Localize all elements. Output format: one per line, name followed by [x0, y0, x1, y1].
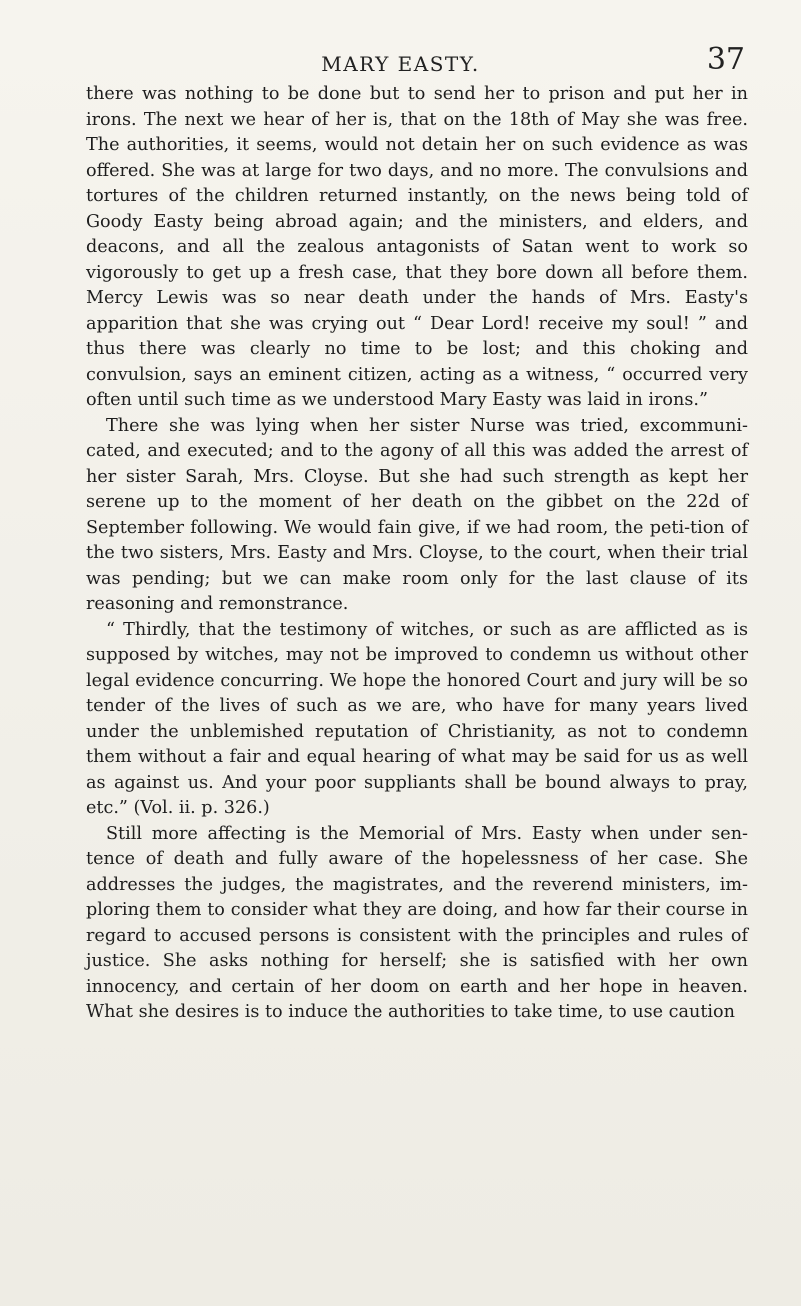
body-text — [86, 82, 748, 1026]
paragraph: there was nothing to be done but to send her to prison and put her in irons. The next we hear of her is, that on the 18th of May she was free. The authorities, it seems, would not detain her on such evidence as was offered. She was at large for two days, and no more. The convulsions and tortures of the children returned instantly, on the news being told of Goody Easty being abroad again; and the ministers, and elders, and deacons, and all the zealous antagonists of Satan went to work so vigorously to get up a fresh case, that they bore down all before them. Mercy Lewis was so near death under the hands of Mrs. Easty's apparition that she was crying out “ Dear Lord! receive my soul! ” and thus there was clearly no time to be lost; and this choking and convulsion, says an eminent citizen, acting as a witness, “ occurred very often until such time as we understood Mary Easty was laid in irons.” — [86, 84, 748, 410]
paragraph: There she was lying when her sister Nurse was tried, excommuni-cated, and executed; and to the agony of all this was added the arrest of her sister Sarah, Mrs. Cloyse. But she had such strength as kept her serene up to the moment of her death on the gibbet on the 22d of September following. We would fain give, if we had room, the peti-tion of the two sisters, Mrs. Easty and Mrs. Cloyse, to the court, when their trial was pending; but we can make room only for the last clause of its reasoning and remonstrance. — [86, 415, 748, 614]
running-title: MARY EASTY. — [321, 52, 480, 76]
paragraph: Still more affecting is the Memorial of Mrs. Easty when under sen-tence of death and fully aware of the hopelessness of her case. She addresses the judges, the magistrates, and the reverend ministers, im-ploring them to consider what they are doing, and how far their course in regard to accused persons is consistent with the principles and rules of justice. She asks nothing for herself; she is satisfied with her own innocency, and certain of her doom on earth and her hope in heaven. What she desires is to induce the authorities to take time, to use caution — [86, 823, 748, 1022]
paragraph: “ Thirdly, that the testimony of witches, or such as are afflicted as is supposed by witches, may not be improved to condemn us without other legal evidence concurring. We hope the honored Court and jury will be so tender of the lives of such as we are, who have for many years lived under the unblemished reputation of Christianity, as not to condemn them without a fair and equal hearing of what may be said for us as well as against us. And your poor suppliants shall be bound always to pray, etc.” (Vol. ii. p. 326.) — [86, 619, 748, 818]
running-head — [0, 36, 801, 76]
page-number: 37 — [706, 42, 745, 77]
